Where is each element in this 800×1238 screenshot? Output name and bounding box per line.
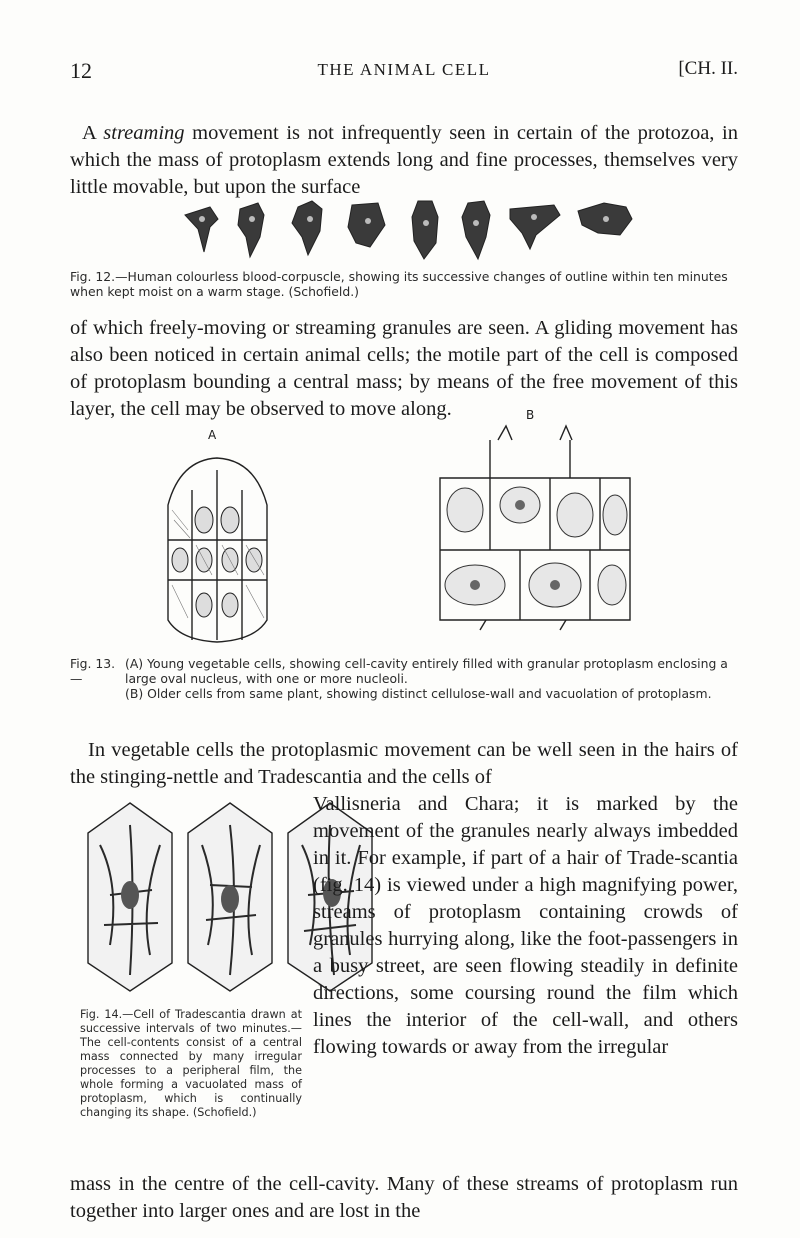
corpuscle-shape [348, 203, 385, 247]
corpuscle-shape [185, 207, 218, 252]
fig13-label-b: B [526, 408, 535, 422]
chapter-reference: [CH. II. [678, 58, 738, 79]
fig12-caption-text: Fig. 12.—Human colourless blood-corpuscle, showing its successive changes of outline within ten minutes when kept moist on a warm stage. (Schofield.) [70, 269, 728, 299]
page-number: 12 [70, 58, 92, 83]
paragraph-text: of which freely-moving or streaming granules are seen. A gliding movement has also been noticed in certain animal cells; the motile part of the cell is composed of protoplasm bounding a central mass; by means of the free movement of this layer, the cell may be observed to move along. [70, 317, 738, 420]
fig13b-illustration [420, 420, 650, 640]
corpuscle-shape [292, 201, 322, 255]
paragraph-vegetable-wrap [313, 791, 738, 1061]
italic-term: streaming [103, 122, 185, 144]
fig13-caption [70, 656, 738, 701]
fig13-caption-title: Fig. 13.— [70, 656, 116, 686]
paragraph-text: mass in the centre of the cell-cavity. Many of these streams of protoplasm run together into larger ones and are lost in the [70, 1173, 738, 1222]
paragraph-vegetable-full [70, 737, 738, 791]
paragraph-streaming [70, 120, 738, 201]
paragraph-vegetable-end [70, 1171, 738, 1225]
fig14-caption [80, 1008, 302, 1120]
corpuscle-shape [510, 205, 560, 249]
fig13-label-a: A [208, 428, 217, 442]
fig13-caption-a-row [70, 656, 738, 686]
corpuscle-shape [238, 203, 264, 257]
running-title: THE ANIMAL CELL [317, 60, 491, 79]
fig12-caption [70, 269, 738, 299]
running-header [70, 58, 738, 88]
corpuscle-shape [462, 201, 490, 259]
paragraph-text: Vallisneria and Chara; it is marked by the movement of the granules nearly always imbedded in it. For example, if part of a hair of Trade-scantia (fig. 14) is viewed under a high magnifying power, streams of protoplasm containing crowds of granules hurrying along, like the foot-passengers in a busy street, are seen flowing steadily in definite directions, some coursing round the film which lines the interior of the cell-wall, and others flowing towards or away from the irregular [313, 793, 738, 1058]
fig12-illustration [180, 197, 650, 262]
fig14-caption-text: Fig. 14.—Cell of Tradescantia drawn at successive intervals of two minutes.—The cell-contents consist of a central mass connected by many irregular processes to a peripheral film, the whole forming a vacuolated mass of protoplasm, which is continually changing its shape. (Schofield.) [80, 1008, 302, 1119]
fig13a-illustration [160, 450, 275, 645]
paragraph-text: A streaming movement is not infrequently seen in certain of the protozoa, in which the mass of protoplasm extends long and fine processes, themselves very little movable, but upon the surface [70, 122, 738, 198]
corpuscle-shape [412, 201, 438, 259]
paragraph-gliding [70, 315, 738, 423]
fig13-caption-a: (A) Young vegetable cells, showing cell-cavity entirely filled with granular protoplasm enclosing a large oval nucleus, with one or more nucleoli. [125, 656, 728, 686]
paragraph-text: In vegetable cells the protoplasmic movement can be well seen in the hairs of the stinging-nettle and Tradescantia and the cells of [70, 739, 738, 788]
fig13-caption-b: (B) Older cells from same plant, showing distinct cellulose-wall and vacuolation of protoplasm. [125, 686, 712, 701]
